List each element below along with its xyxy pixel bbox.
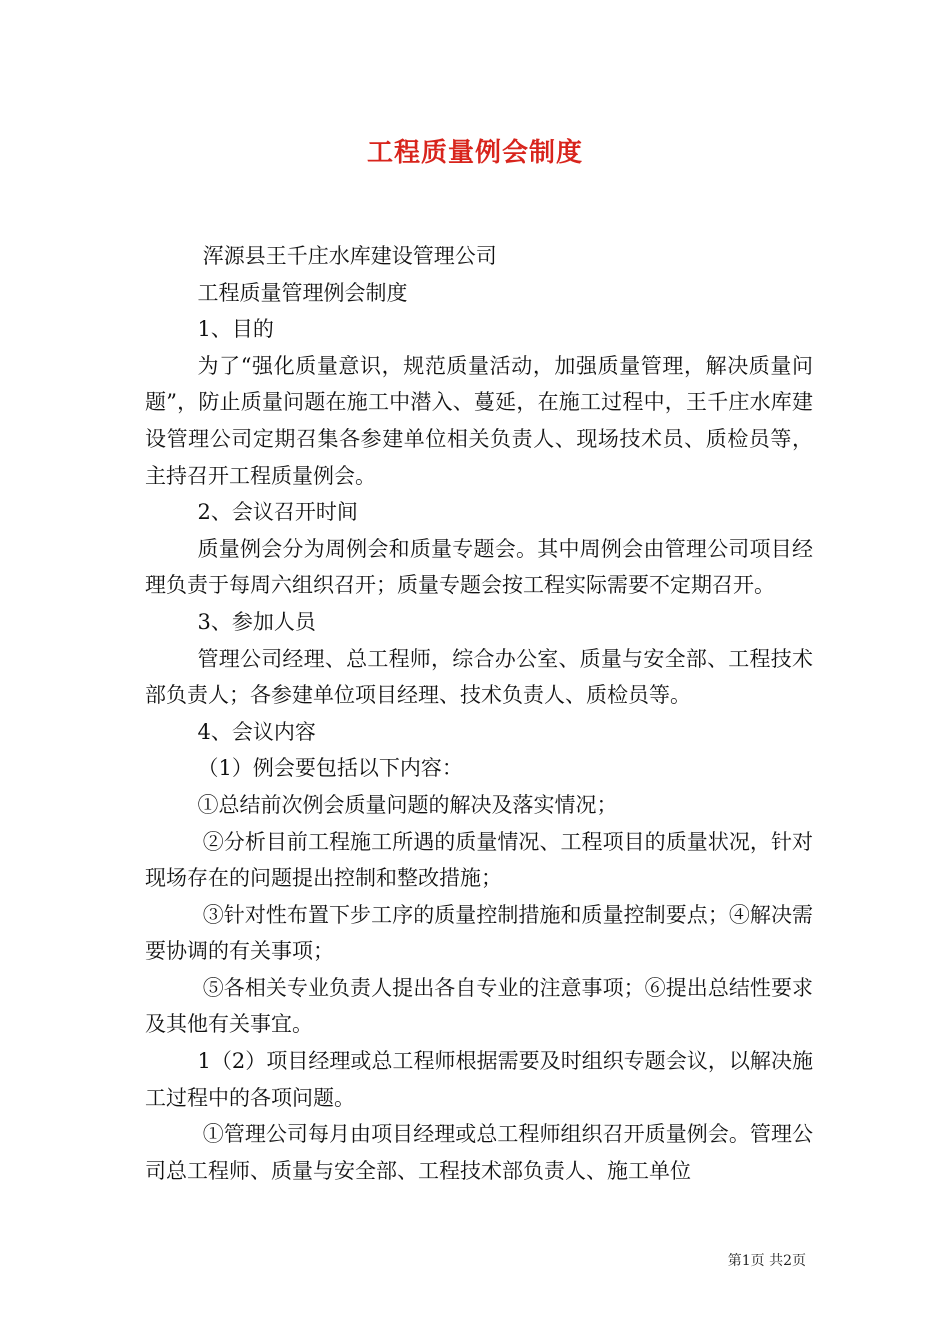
document-body (145, 238, 813, 1189)
section-heading-purpose: 1、目的 (197, 317, 274, 342)
content-intro-paragraph: （1）例会要包括以下内容： (197, 756, 463, 781)
content-item-2: ②分析目前工程施工所遇的质量情况、工程项目的质量状况，针对现场存在的问题提出控制和整改措施； (145, 829, 813, 891)
content-item-1: ①总结前次例会质量问题的解决及落实情况； (197, 792, 618, 817)
purpose-paragraph: 为了“强化质量意识，规范质量活动，加强质量管理，解决质量问题”，防止质量问题在施工中潜入、蔓延，在施工过程中，王千庄水库建设管理公司定期召集各参建单位相关负责人、现场技术员、质检员等，主持召开工程质量例会。 (145, 353, 813, 488)
time-paragraph: 质量例会分为周例会和质量专题会。其中周例会由管理公司项目经理负责于每周六组织召开；质量专题会按工程实际需要不定期召开。 (145, 536, 813, 598)
subtitle-paragraph: 工程质量管理例会制度 (197, 280, 408, 305)
section-heading-attendees: 3、参加人员 (197, 609, 316, 634)
company-name: 浑源县王千庄水库建设管理公司 (202, 244, 497, 268)
section-heading-content: 4、会议内容 (197, 719, 316, 744)
attendees-paragraph: 管理公司经理、总工程师，综合办公室、质量与安全部、工程技术部负责人；各参建单位项目经理、技术负责人、质检员等。 (145, 646, 813, 708)
content-item-5-6: ⑤各相关专业负责人提出各自专业的注意事项；⑥提出总结性要求及其他有关事宜。 (145, 975, 813, 1037)
monthly-meeting-paragraph: ①管理公司每月由项目经理或总工程师组织召开质量例会。管理公司总工程师、质量与安全部、工程技术部负责人、施工单位 (145, 1122, 813, 1183)
section-heading-time: 2、会议召开时间 (197, 500, 358, 525)
content-item-3-4: ③针对性布置下步工序的质量控制措施和质量控制要点；④解决需要协调的有关事项； (145, 902, 813, 964)
document-title: 工程质量例会制度 (366, 138, 583, 168)
page-number: 第1页 共2页 (727, 1253, 806, 1269)
special-meeting-paragraph: 1（2）项目经理或总工程师根据需要及时组织专题会议，以解决施工过程中的各项问题。 (145, 1049, 813, 1110)
